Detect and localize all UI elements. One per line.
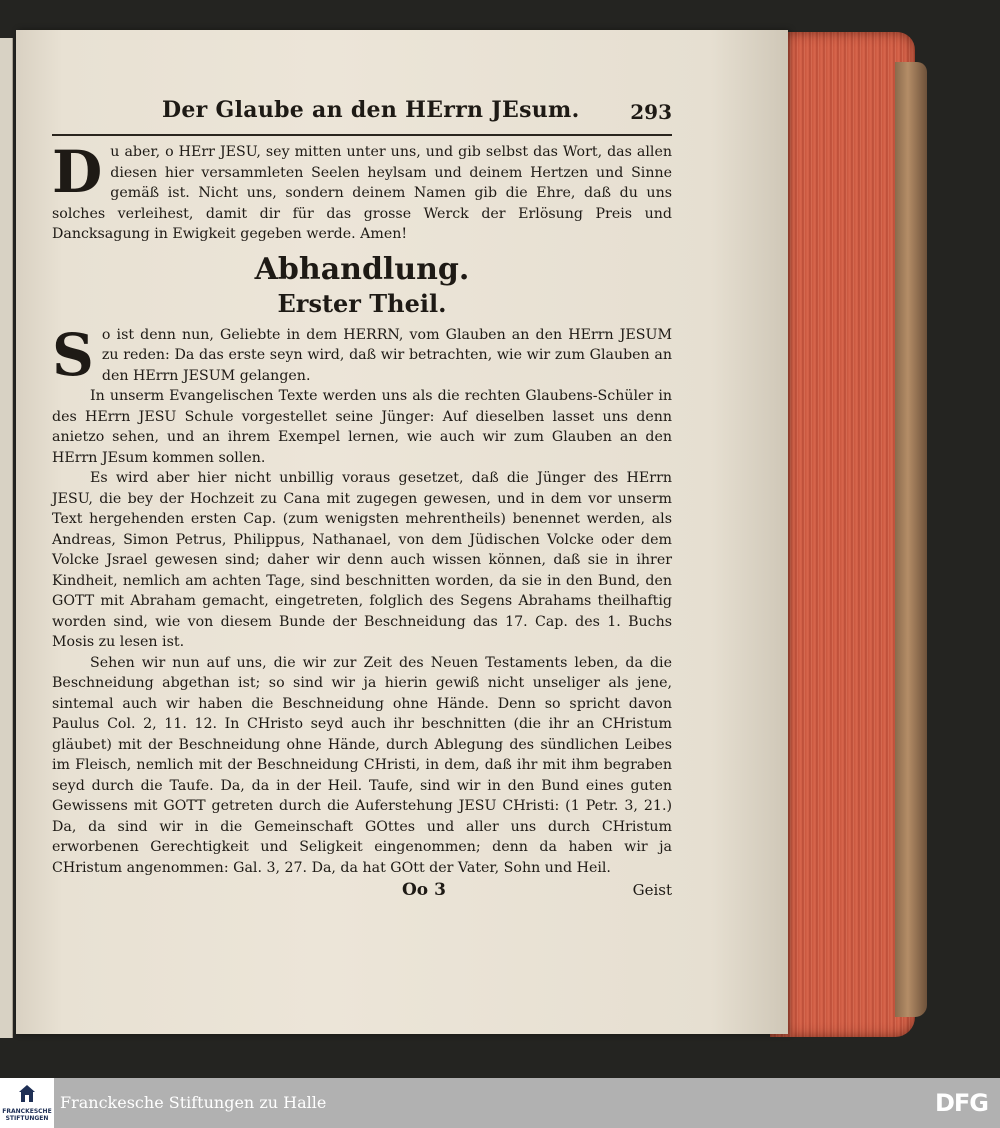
institution-name: Franckesche Stiftungen zu Halle <box>60 1093 327 1112</box>
book-page <box>16 30 788 1034</box>
logo-text: FRANCKESCHE STIFTUNGEN <box>2 1108 52 1122</box>
section-subheading: Erster Theil. <box>277 288 447 318</box>
running-title: Der Glaube an den HErrn JEsum. <box>162 97 580 123</box>
page-footer <box>52 880 672 904</box>
body-paragraph-3: Sehen wir nun auf uns, die wir zur Zeit des Neuen Testaments leben, da die Beschneidung abgethan ist; so sind wir ja hierin gewiß nicht unseliger als jene, sintemal auch wir haben die Beschneidung ohne Hände. Denn so spricht davon Paulus Col. 2, 11. 12. In CHristo seyd auch ihr beschnitten (die ihr an CHristum gläubet) mit der Beschneidung ohne Hände, durch Ablegung des sündlichen Leibes im Fleisch, nemlich mit der Beschneidung CHristi, in dem, daß ihr mit ihm begraben seyd durch die Taufe. Da, da in der Heil. Taufe, sind wir in den Bund eines guten Gewissens mit GOTT getreten durch die Auferstehung JESU CHristi: (1 Petr. 3, 21.) Da, da sind wir in die Gemeinschaft GOttes und aller uns durch CHristum erworbenen Gerechtigkeit und Seligkeit eingenommen; denn da haben wir ja CHristum angenommen: Gal. 3, 27. Da, da hat GOtt der Vater, Sohn und Heil. <box>52 654 672 876</box>
franckesche-logo[interactable] <box>0 1078 54 1128</box>
signature-mark: Oo 3 <box>402 880 446 900</box>
book-cover-edge <box>895 62 927 1017</box>
dfg-logo[interactable]: DFG <box>934 1089 988 1117</box>
intro-paragraph <box>52 320 672 389</box>
page-edges <box>770 32 915 1037</box>
body-paragraph-2: Es wird aber hier nicht unbillig voraus gesetzet, daß die Jünger des HErrn JESU, die bey der Hochzeit zu Cana mit zugegen gewesen, und in dem vor unserm Text hergehenden ersten Cap. (zum wenigsten mehrentheils) benennet werden, als Andreas, Simon Petrus, Philippus, Nathanael, von dem Jüdischen Volcke oder dem Volcke Jsrael gewesen sind; daher wir denn auch wissen können, daß sie in ihrer Kindheit, nemlich am achten Tage, sind beschnitten worden, da sie in den Bund, den GOTT mit Abraham gemacht, eingetreten, folglich des Segens Abrahams theilhaftig worden sind, wie von diesem Bunde der Beschneidung das 17. Cap. des 1. Buchs Mosis zu lesen ist. <box>52 470 672 650</box>
section-heading: Abhandlung. <box>254 251 470 287</box>
footer-bar <box>0 1078 1000 1128</box>
dropcap-s: S <box>52 320 94 389</box>
building-icon <box>17 1084 37 1104</box>
body-paragraph-1: In unserm Evangelischen Texte werden uns als die rechten Glaubens-Schüler in des HErrn JESU Schule vorgestellet seine Jünger: Auf dieselben lasset uns denn anietzo sehen, und an ihrem Exempel lernen, wie auch wir zum Glauben an den HErrn JEsum kommen sollen. <box>52 388 672 466</box>
catchword: Geist <box>632 881 672 899</box>
page-text <box>52 97 672 904</box>
page-number: 293 <box>630 100 672 124</box>
previous-page-edge <box>0 38 13 1038</box>
intro-text: o ist denn nun, Geliebte in dem HERRN, vom Glauben an den HErrn JESUM zu reden: Da das erste seyn wird, daß wir betrachten, wie wir zum Glauben an den HErrn JESUM gelangen. <box>101 326 672 384</box>
prayer-paragraph <box>52 138 672 245</box>
dropcap-d: D <box>52 138 103 206</box>
prayer-text: u aber, o HErr JESU, sey mitten unter uns, und gib selbst das Wort, das allen diesen hier versammleten Seelen heylsam und deinem Hertzen und Sinne gemäß ist. Nicht uns, sondern deinem Namen gib die Ehre, daß du uns solches verleihest, damit dir für das grosse Werck der Erlösung Preis und Dancksagung in Ewigkeit gegeben werde. Amen! <box>52 144 672 242</box>
running-header <box>52 97 672 136</box>
